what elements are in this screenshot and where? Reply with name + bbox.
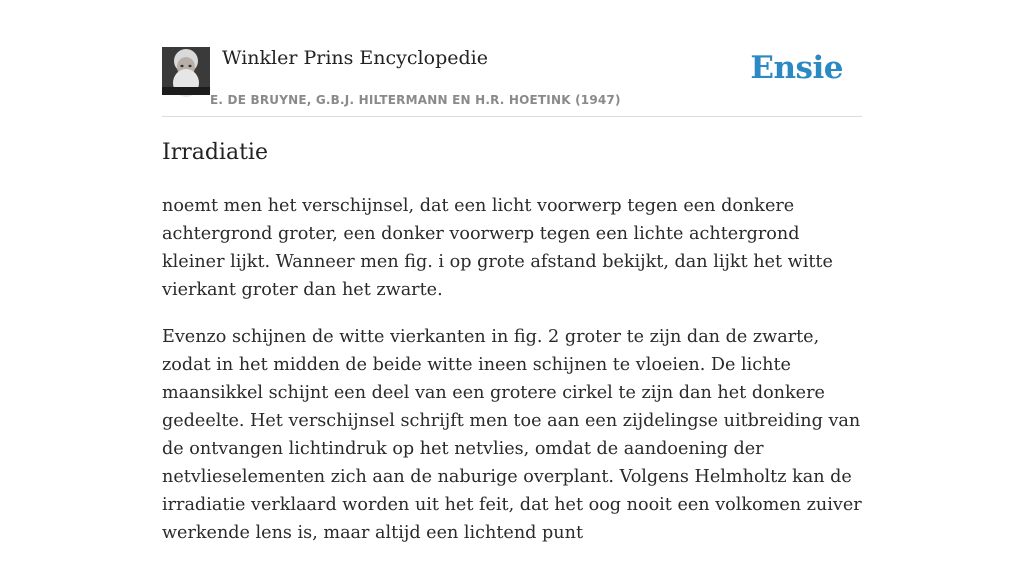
authors-line: E. DE BRUYNE, G.B.J. HILTERMANN EN H.R. HOETINK (1947) <box>210 93 621 107</box>
ensie-logo[interactable]: Ensie <box>750 50 843 86</box>
author-avatar[interactable] <box>162 47 210 95</box>
article-paragraph: Evenzo schijnen de witte vierkanten in fig. 2 groter te zijn dan de zwarte, zodat in het midden de beide witte ineen schijnen te vloeien. De lichte maansikkel schijnt een deel van een grotere cirkel te zijn dan het donkere gedeelte. Het verschijnsel schrijft men toe aan een zijdelingse uitbreiding van de ontvangen lichtindruk op het netvlies, omdat de aandoening der netvlieselementen zich aan de naburige overplant. Volgens Helmholtz kan de irradiatie verklaard worden uit het feit, dat het oog nooit een volkomen zuiver werkende lens is, maar altijd een lichtend punt <box>162 327 862 543</box>
author-portrait-icon <box>162 47 210 95</box>
site-header <box>162 0 862 117</box>
article-page <box>162 0 862 543</box>
publication-title[interactable]: Winkler Prins Encyclopedie <box>222 47 488 69</box>
article-body <box>162 192 864 566</box>
article-paragraph: noemt men het verschijnsel, dat een licht voorwerp tegen een donkere achtergrond groter, een donker voorwerp tegen een lichte achtergrond kleiner lijkt. Wanneer men fig. i op grote afstand bekijkt, dan lijkt het witte vierkant groter dan het zwarte. <box>162 196 833 300</box>
article-title: Irradiatie <box>162 140 268 165</box>
